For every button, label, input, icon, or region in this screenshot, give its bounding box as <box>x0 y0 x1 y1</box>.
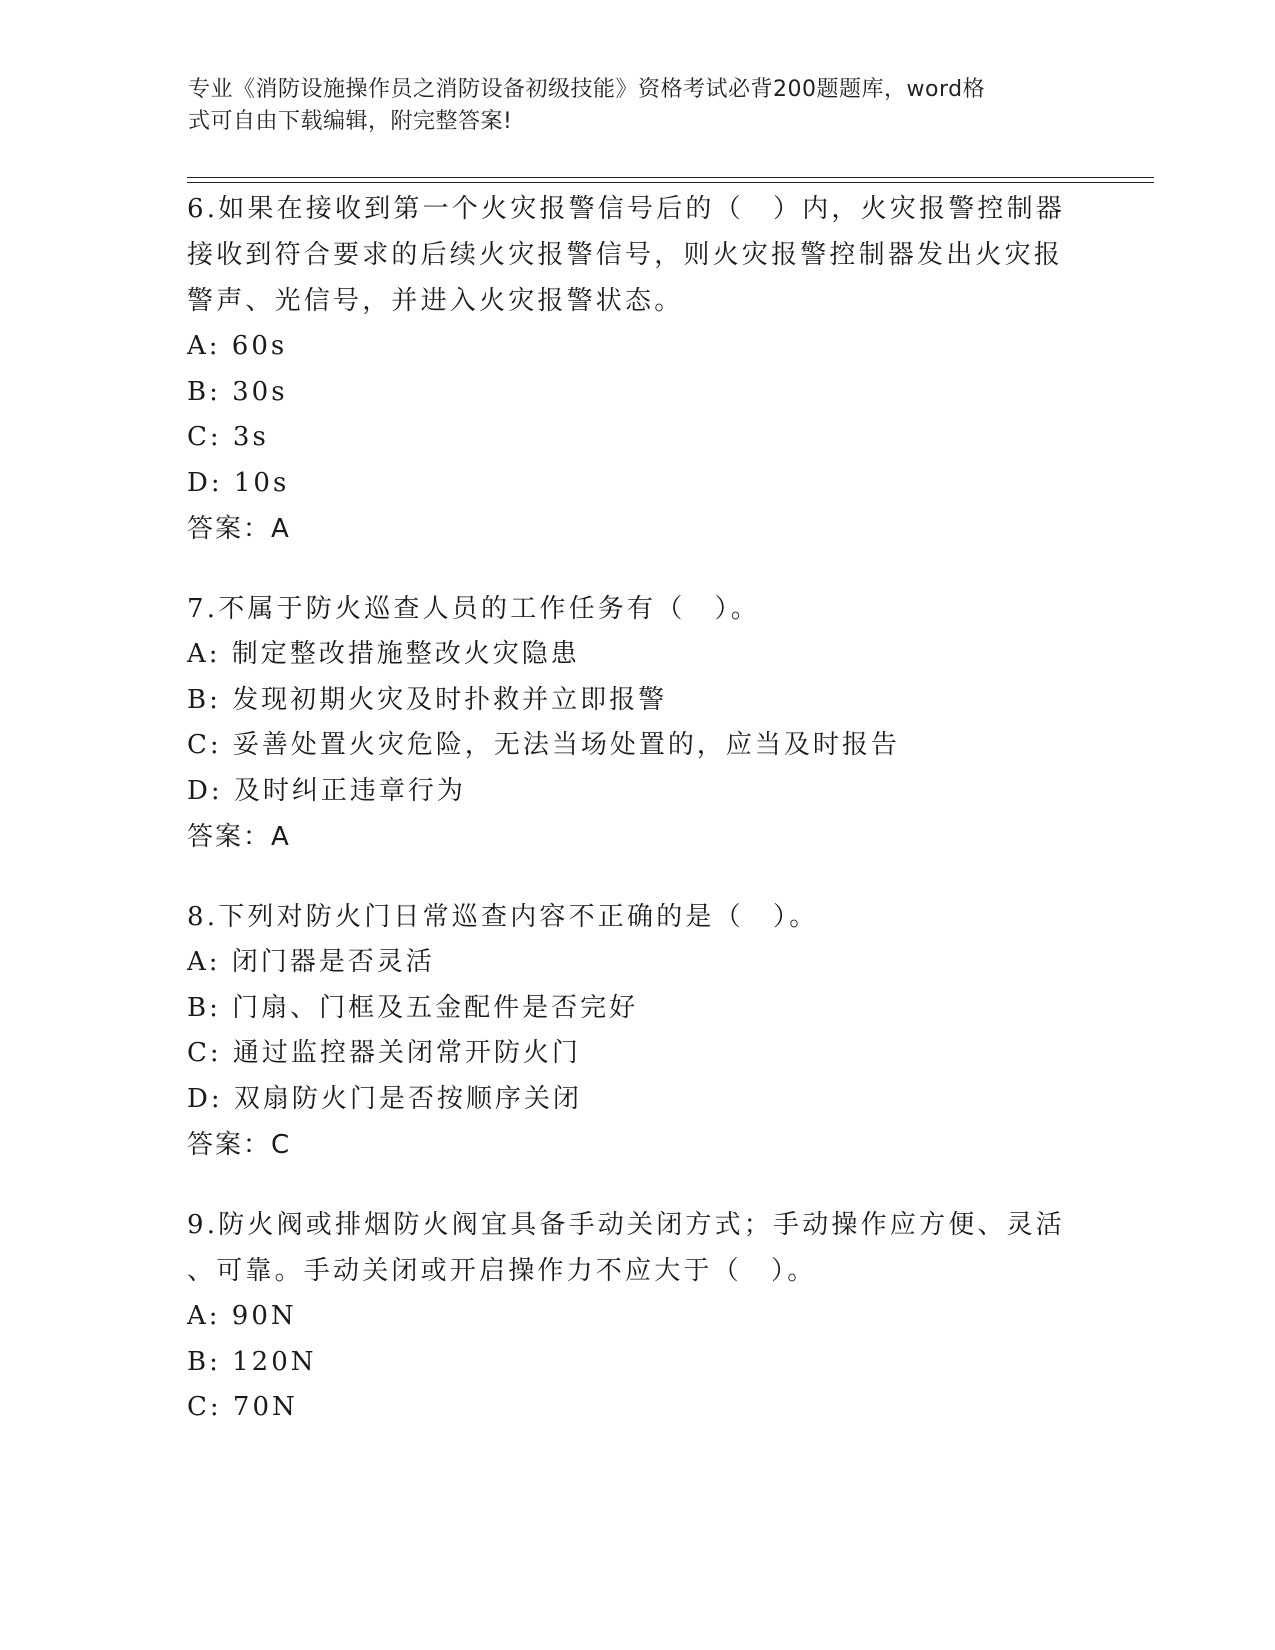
option-a: A: 制定整改措施整改火灾隐患 <box>187 639 580 669</box>
question-9 <box>187 1202 1087 1431</box>
question-stem-line: 接收到符合要求的后续火灾报警信号，则火灾报警控制器发出火灾报 <box>187 240 1064 270</box>
answer-label: 答案：A <box>187 822 291 852</box>
option-b: B: 发现初期火灾及时扑救并立即报警 <box>187 684 668 715</box>
answer-label: 答案：A <box>187 514 291 544</box>
question-stem-line: 7.不属于防火巡查人员的工作任务有（ ）。 <box>187 594 761 624</box>
option-a: A: 90N <box>187 1301 297 1331</box>
header-line-2: 式可自由下载编辑，附完整答案! <box>188 109 513 134</box>
header-divider-bottom <box>187 182 1154 183</box>
question-8 <box>187 894 1087 1168</box>
option-c: C: 3s <box>187 422 269 452</box>
option-b: B: 门扇、门框及五金配件是否完好 <box>187 992 639 1023</box>
question-stem-line: 8.下列对防火门日常巡查内容不正确的是（ ）。 <box>187 902 819 932</box>
question-list <box>187 186 1087 1465</box>
option-d: D: 双扇防火门是否按顺序关闭 <box>187 1083 582 1114</box>
option-d: D: 10s <box>187 467 290 498</box>
option-c: C: 妥善处置火灾危险，无法当场处置的，应当及时报告 <box>187 730 900 760</box>
option-d: D: 及时纠正违章行为 <box>187 775 466 806</box>
question-6 <box>187 186 1087 552</box>
option-b: B: 30s <box>187 376 288 407</box>
header-divider-top <box>187 177 1154 178</box>
question-7 <box>187 586 1087 860</box>
option-b: B: 120N <box>187 1346 317 1377</box>
option-c: C: 通过监控器关闭常开防火门 <box>187 1038 581 1068</box>
option-a: A: 60s <box>187 331 288 361</box>
question-stem-line: 警声、光信号，并进入火灾报警状态。 <box>187 286 684 316</box>
question-stem-line: 、可靠。手动关闭或开启操作力不应大于（ ）。 <box>187 1256 817 1286</box>
question-stem-line: 6.如果在接收到第一个火灾报警信号后的（ ）内，火灾报警控制器 <box>187 194 1066 224</box>
question-stem-line: 9.防火阀或排烟防火阀宜具备手动关闭方式；手动操作应方便、灵活 <box>187 1210 1066 1240</box>
header-line-1: 专业《消防设施操作员之消防设备初级技能》资格考试必背200题题库，word格 <box>188 77 986 102</box>
answer-label: 答案：C <box>187 1130 292 1160</box>
option-a: A: 闭门器是否灵活 <box>187 947 435 977</box>
option-c: C: 70N <box>187 1392 298 1422</box>
document-header <box>188 74 1068 138</box>
